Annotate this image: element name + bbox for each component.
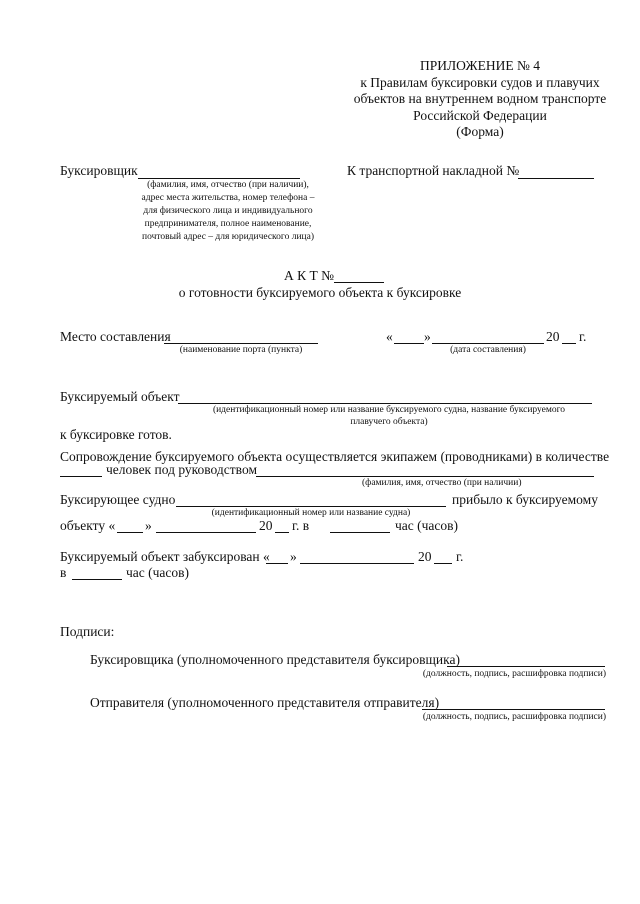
appendix-number: ПРИЛОЖЕНИЕ № 4 [419,58,541,73]
tug-vessel-field[interactable] [176,506,446,507]
date-year-field[interactable] [562,343,576,344]
object-hint-1: (идентификационный номер или название буксируемого судна, название буксируемого [212,405,566,415]
tug-owner-hint-4: предпринимателя, полное наименование, [144,219,312,229]
form-label: (Форма) [456,124,504,139]
object-ready: к буксировке готов. [60,427,172,442]
appendix-header [330,58,630,141]
escort-leader-field[interactable] [256,476,594,477]
act-subtitle: о готовности буксируемого объекта к буксировке [178,285,462,300]
signatures-title: Подписи: [60,624,115,639]
towed-in-label: в [60,565,67,580]
appendix-rules-line2: объектов на внутреннем водном транспорте [353,91,607,106]
waybill-number-field[interactable] [518,178,594,179]
object-label: Буксируемый объект [60,389,180,404]
escort-hint: (фамилия, имя, отчество (при наличии) [362,478,522,488]
towed-year-prefix: 20 [418,549,432,564]
towed-hours-label: час (часов) [126,565,190,580]
date-quote-open: « [386,329,393,344]
act-number-field[interactable] [334,282,384,283]
tug-arrived-label: прибыло к буксируемому [452,492,598,507]
waybill-label: К транспортной накладной № [347,163,520,178]
tug-object-label: объекту « [60,518,116,533]
signature-sender-label: Отправителя (уполномоченного представителя отправителя) [90,695,440,710]
towed-year-field[interactable] [434,563,452,564]
signature-sender-hint: (должность, подпись, расшифровка подписи) [422,712,606,722]
date-day-field[interactable] [394,343,424,344]
place-label: Место составления [60,329,171,344]
signature-tug-owner-label: Буксировщика (уполномоченного представителя буксировщика) [90,652,460,667]
tug-year-prefix: 20 [259,518,273,533]
tug-day-field[interactable] [117,532,143,533]
escort-line-1: Сопровождение буксируемого объекта осуществляется экипажем (проводниками) в количестве [60,449,610,464]
date-month-field[interactable] [432,343,544,344]
towed-label: Буксируемый объект забуксирован « [60,549,270,564]
signature-sender-field[interactable] [422,709,605,710]
tug-owner-hint-3: для физического лица и индивидуального [143,206,313,216]
place-hint: (наименование порта (пункта) [179,345,303,355]
date-quote-close: » [424,329,431,344]
escort-people-label: человек под руководством [106,462,257,477]
tug-year-field[interactable] [275,532,289,533]
place-field[interactable] [164,343,318,344]
tug-hours-label: час (часов) [395,518,459,533]
tug-owner-hint-1: (фамилия, имя, отчество (при наличии), [147,180,309,190]
object-hint-2: плавучего объекта) [350,417,428,427]
tug-vessel-hint: (идентификационный номер или название судна) [211,508,411,518]
tug-owner-field[interactable] [138,178,300,179]
tug-label: Буксирующее судно [60,492,176,507]
date-year-suffix: г. [579,329,587,344]
object-field[interactable] [178,403,592,404]
tug-year-suffix: г. в [292,518,310,533]
escort-count-field[interactable] [60,476,102,477]
tug-owner-hint-5: почтовый адрес – для юридического лица) [141,232,314,242]
towed-year-suffix: г. [456,549,464,564]
tug-owner-hint-2: адрес места жительства, номер телефона – [141,193,315,203]
tug-hours-field[interactable] [330,532,390,533]
tug-month-field[interactable] [156,532,256,533]
tug-owner-label: Буксировщик [60,163,138,178]
signature-tug-owner-field[interactable] [447,666,605,667]
appendix-rules-line3: Российской Федерации [413,107,547,123]
towed-quote-close: » [290,549,297,564]
date-hint: (дата составления) [450,345,526,355]
towed-day-field[interactable] [266,563,288,564]
signature-tug-owner-hint: (должность, подпись, расшифровка подписи) [422,669,606,679]
tug-quote-close: » [145,518,152,533]
appendix-rules-line1: к Правилам буксировки судов и плавучих [360,74,600,90]
act-title: А К Т № [284,268,335,283]
date-year-prefix: 20 [546,329,560,344]
towed-hours-field[interactable] [72,579,122,580]
towed-month-field[interactable] [300,563,414,564]
